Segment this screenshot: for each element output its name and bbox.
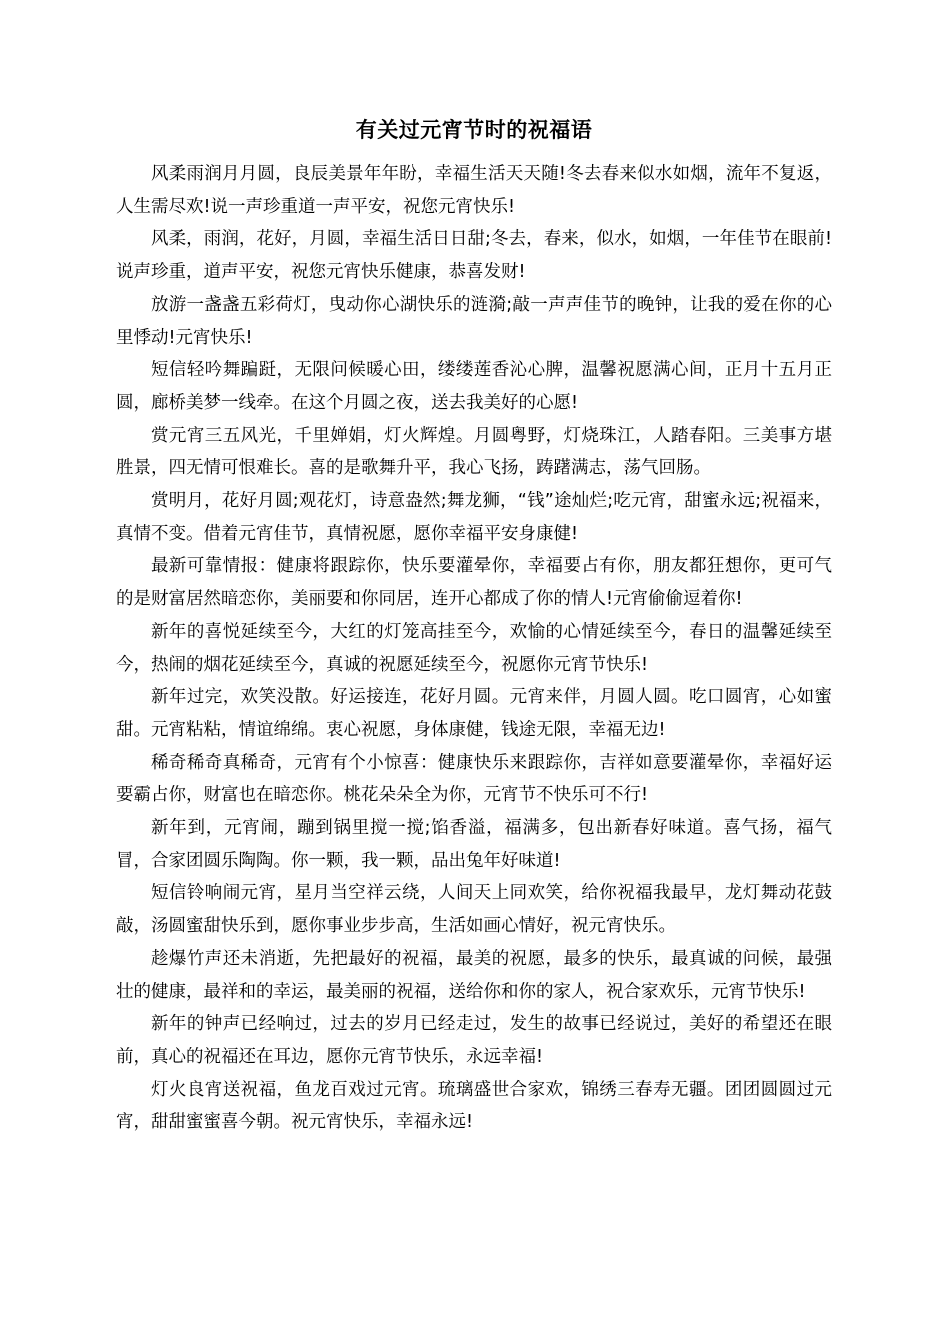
paragraph: 新年过完，欢笑没散。好运接连，花好月圆。元宵来伴，月圆人圆。吃口圆宵，心如蜜甜。元宵粘粘，情谊绵绵。衷心祝愿，身体康健，钱途无限，幸福无边! bbox=[116, 687, 832, 740]
paragraph: 赏明月，花好月圆;观花灯，诗意盎然;舞龙狮，“钱”途灿烂;吃元宵，甜蜜永远;祝福来，真情不变。借着元宵佳节，真情祝愿，愿你幸福平安身康健! bbox=[116, 491, 832, 544]
paragraph: 短信铃响闹元宵，星月当空祥云绕，人间天上同欢笑，给你祝福我最早，龙灯舞动花鼓敲，汤圆蜜甜快乐到，愿你事业步步高，生活如画心情好，祝元宵快乐。 bbox=[116, 883, 832, 937]
document-body bbox=[116, 158, 832, 1139]
paragraph: 新年的喜悦延续至今，大红的灯笼高挂至今，欢愉的心情延续至今，春日的温馨延续至今，热闹的烟花延续至今，真诚的祝愿延续至今，祝愿你元宵节快乐! bbox=[116, 621, 832, 675]
paragraph: 赏元宵三五风光，千里婵娟，灯火辉煌。月圆粤野，灯烧珠江，人踏春阳。三美事方堪胜景，四无情可恨难长。喜的是歌舞升平，我心飞扬，踌躇满志，荡气回肠。 bbox=[116, 425, 832, 479]
paragraph: 灯火良宵送祝福，鱼龙百戏过元宵。琉璃盛世合家欢，锦绣三春寿无疆。团团圆圆过元宵，甜甜蜜蜜喜今朝。祝元宵快乐，幸福永远! bbox=[116, 1079, 832, 1133]
paragraph: 放游一盏盏五彩荷灯，曳动你心湖快乐的涟漪;敲一声声佳节的晚钟，让我的爱在你的心里悸动!元宵快乐! bbox=[116, 294, 832, 348]
paragraph: 风柔，雨润，花好，月圆，幸福生活日日甜;冬去，春来，似水，如烟，一年佳节在眼前!说声珍重，道声平安，祝您元宵快乐健康，恭喜发财! bbox=[116, 229, 832, 283]
document-title: 有关过元宵节时的祝福语 bbox=[355, 118, 593, 142]
paragraph: 新年到，元宵闹，蹦到锅里搅一搅;馅香溢，福满多，包出新春好味道。喜气扬，福气冒，合家团圆乐陶陶。你一颗，我一颗，品出兔年好味道! bbox=[116, 818, 832, 871]
paragraph: 最新可靠情报：健康将跟踪你，快乐要灌晕你，幸福要占有你，朋友都狂想你，更可气的是财富居然暗恋你，美丽要和你同居，连开心都成了你的情人!元宵偷偷逗着你! bbox=[116, 556, 832, 610]
paragraph: 短信轻吟舞蹁跹，无限问候暖心田，缕缕莲香沁心脾，温馨祝愿满心间，正月十五月正圆，廊桥美梦一线牵。在这个月圆之夜，送去我美好的心愿! bbox=[116, 360, 832, 413]
paragraph: 稀奇稀奇真稀奇，元宵有个小惊喜：健康快乐来跟踪你，吉祥如意要灌晕你，幸福好运要霸占你，财富也在暗恋你。桃花朵朵全为你，元宵节不快乐可不行! bbox=[116, 752, 832, 806]
paragraph: 趁爆竹声还未消逝，先把最好的祝福，最美的祝愿，最多的快乐，最真诚的问候，最强壮的健康，最祥和的幸运，最美丽的祝福，送给你和你的家人，祝合家欢乐，元宵节快乐! bbox=[116, 948, 832, 1002]
paragraph: 风柔雨润月月圆，良辰美景年年盼，幸福生活天天随!冬去春来似水如烟，流年不复返，人生需尽欢!说一声珍重道一声平安，祝您元宵快乐! bbox=[116, 164, 832, 217]
paragraph: 新年的钟声已经响过，过去的岁月已经走过，发生的故事已经说过，美好的希望还在眼前，真心的祝福还在耳边，愿你元宵节快乐，永远幸福! bbox=[116, 1014, 832, 1067]
